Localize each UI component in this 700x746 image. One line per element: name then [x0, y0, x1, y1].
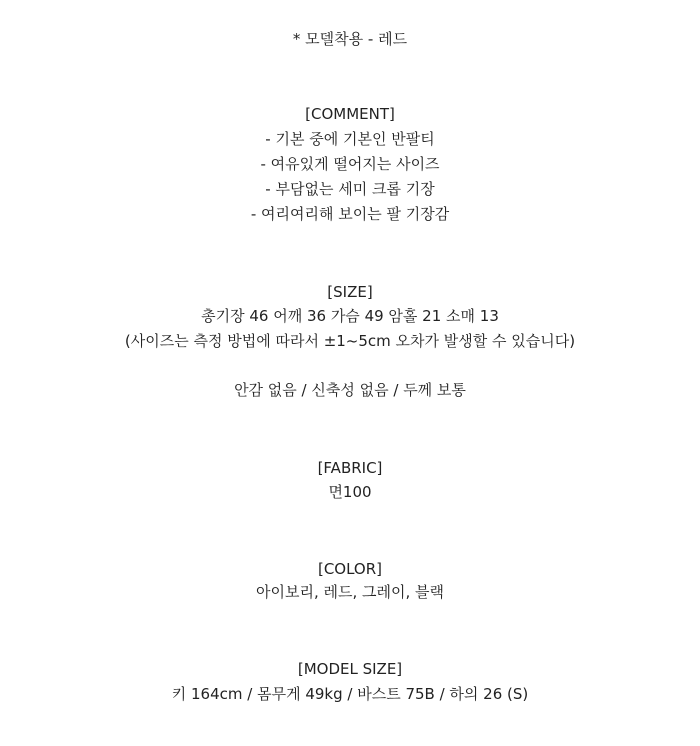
- size-features: 안감 없음 / 신축성 없음 / 두께 보통: [234, 381, 466, 399]
- comment-line: - 부담없는 세미 크롭 기장: [265, 180, 435, 198]
- color-value: 아이보리, 레드, 그레이, 블랙: [256, 583, 444, 601]
- comment-heading: [COMMENT]: [305, 105, 395, 123]
- size-measurements: 총기장 46 어깨 36 가슴 49 암홀 21 소매 13: [201, 307, 499, 325]
- size-note: (사이즈는 측정 방법에 따라서 ±1~5cm 오차가 발생할 수 있습니다): [124, 332, 576, 350]
- comment-line: - 여리여리해 보이는 팔 기장감: [250, 205, 450, 223]
- color-heading: [COLOR]: [317, 560, 383, 578]
- size-heading: [SIZE]: [327, 283, 373, 301]
- model-size-heading: [MODEL SIZE]: [297, 660, 403, 678]
- model-size-value: 키 164cm / 몸무게 49kg / 바스트 75B / 하의 26 (S): [171, 685, 529, 703]
- comment-line: - 여유있게 떨어지는 사이즈: [260, 155, 440, 173]
- model-wearing-title: * 모델착용 - 레드: [292, 30, 408, 48]
- comment-line: - 기본 중에 기본인 반팔티: [265, 130, 435, 148]
- fabric-heading: [FABRIC]: [317, 459, 383, 477]
- fabric-value: 면100: [328, 483, 372, 501]
